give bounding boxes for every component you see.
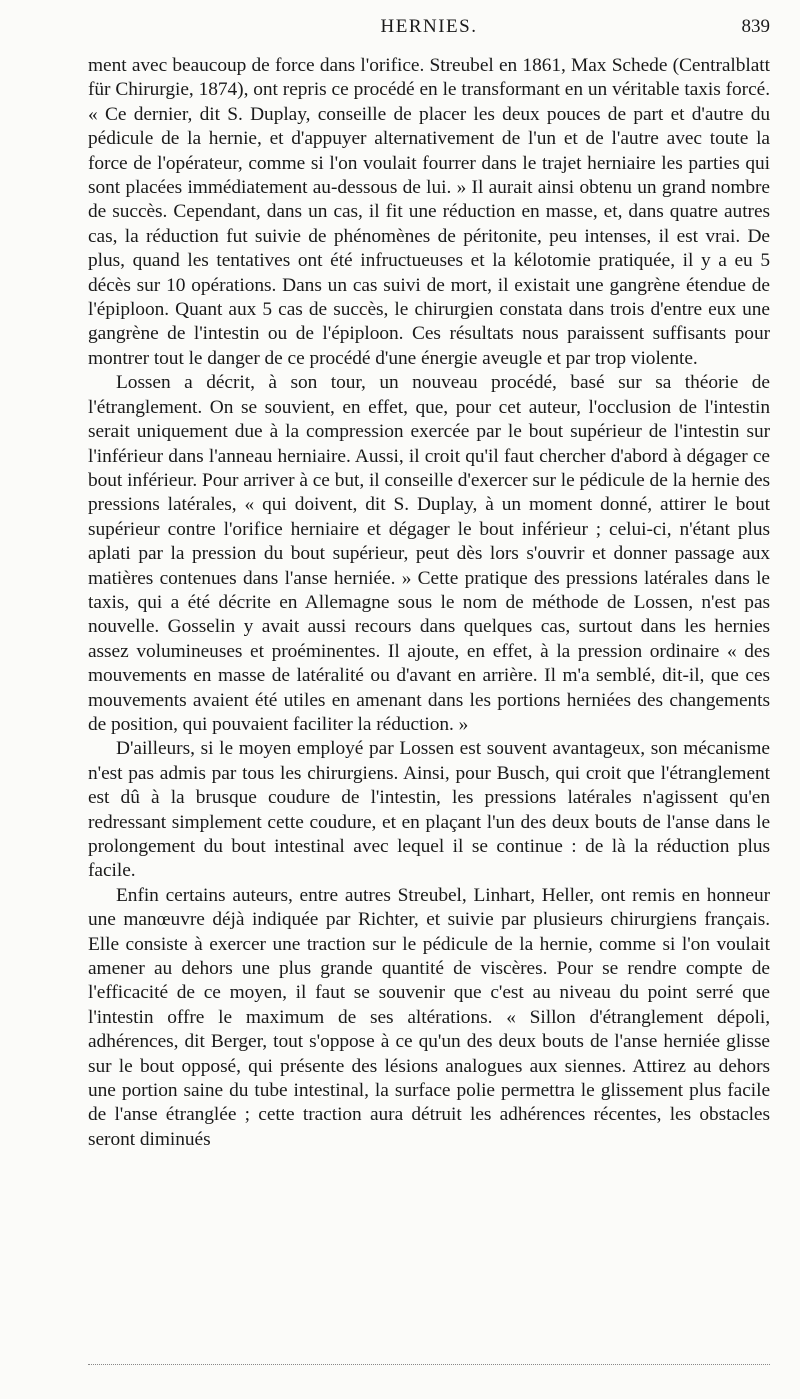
paragraph-traction: Enfin certains auteurs, entre autres Streubel, Linhart, Heller, ont remis en honneur une manœuvre déjà indiquée par Richter, et suivie par plusieurs chirurgiens français. Elle consiste à exercer une traction sur le pédicule de la hernie, comme si l'on voulait amener au dehors une plus grande quantité de viscères. Pour se rendre compte de l'efficacité de ce moyen, il faut se souvenir que c'est au niveau du point serré que l'intestin offre le maximum de ses altérations. « Sillon d'étranglement dépoli, adhérences, dit Berger, tout s'oppose à ce qu'un des deux bouts de l'anse herniée glisse sur le bout opposé, qui présente des lésions analogues aux siennes. Attirez au dehors une portion saine du tube intestinal, la surface polie permettra le glissement plus facile de l'anse étranglée ; cette traction aura détruit les adhérences récentes, les obstacles seront diminués bbox=[88, 884, 770, 1150]
footer-rule bbox=[88, 1364, 770, 1365]
running-title: HERNIES. bbox=[380, 16, 478, 37]
paragraph-lossen: Lossen a décrit, à son tour, un nouveau procédé, basé sur sa théorie de l'étranglement. On se souvient, en effet, que, pour cet auteur, l'occlusion de l'intestin serait uniquement due à la compression exercée par le bout supérieur de l'intestin sur l'inférieur dans l'anneau herniaire. Aussi, il croit qu'il faut chercher d'abord à dégager ce bout inférieur. Pour arriver à ce but, il conseille d'exercer sur le pédicule de la hernie des pressions latérales, « qui doivent, dit S. Duplay, à un moment donné, attirer le bout supérieur contre l'orifice herniaire et dégager le bout inférieur ; celui-ci, n'étant plus aplati par la pression du bout supérieur, peut dès lors s'ouvrir et donner passage aux matières contenues dans l'anse herniée. » Cette pratique des pressions latérales dans le taxis, qui a été décrite en Allemagne sous le nom de méthode de Lossen, n'est pas nouvelle. Gosselin y avait aussi recours dans quelques cas, surtout dans les hernies assez volumineuses et proéminentes. Il ajoute, en effet, à la pression ordinaire « des mouvements en masse de latéralité ou d'avant en arrière. Il m'a semblé, dit-il, que ces mouvements avaient été utiles en amenant dans les portions herniées des changements de position, qui pouvaient faciliter la réduction. » bbox=[88, 372, 770, 735]
page-header bbox=[88, 16, 770, 44]
paragraph-continued: ment avec beaucoup de force dans l'orifice. Streubel en 1861, Max Schede (Centralblatt für Chirurgie, 1874), ont repris ce procédé en le transformant en un véritable taxis forcé. « Ce dernier, dit S. Duplay, conseille de placer les deux pouces de part et d'autre du pédicule de la hernie, et d'appuyer alternativement de l'un et de l'autre avec toute la force de l'opérateur, comme si l'on voulait fourrer dans le trajet herniaire les parties qui sont placées immédiatement au-dessous de lui. » Il aurait ainsi obtenu un grand nombre de succès. Cependant, dans un cas, il fit une réduction en masse, et, dans quatre autres cas, la réduction fut suivie de phénomènes de péritonite, peu intenses, il est vrai. De plus, quand les tentatives ont été infructueuses et la kélotomie pratiquée, il y a eu 5 décès sur 10 opérations. Dans un cas suivi de mort, il existait une gangrène étendue de l'épiploon. Quant aux 5 cas de succès, le chirurgien constata dans trois d'entre eux une gangrène de l'intestin ou de l'épiploon. Ces résultats nous paraissent suffisants pour montrer tout le danger de ce procédé d'une énergie aveugle et par trop violente. bbox=[88, 55, 770, 369]
paragraph-busch: D'ailleurs, si le moyen employé par Lossen est souvent avantageux, son mécanisme n'est pas admis par tous les chirurgiens. Ainsi, pour Busch, qui croit que l'étranglement est dû à la brusque coudure de l'intestin, les pressions latérales n'agissent qu'en redressant simplement cette coudure, et en plaçant l'un des deux bouts de l'anse dans le prolongement du bout intestinal avec lequel il se continue : de là la réduction plus facile. bbox=[88, 738, 770, 882]
page-number: 839 bbox=[741, 16, 770, 37]
body-text bbox=[88, 54, 770, 1152]
